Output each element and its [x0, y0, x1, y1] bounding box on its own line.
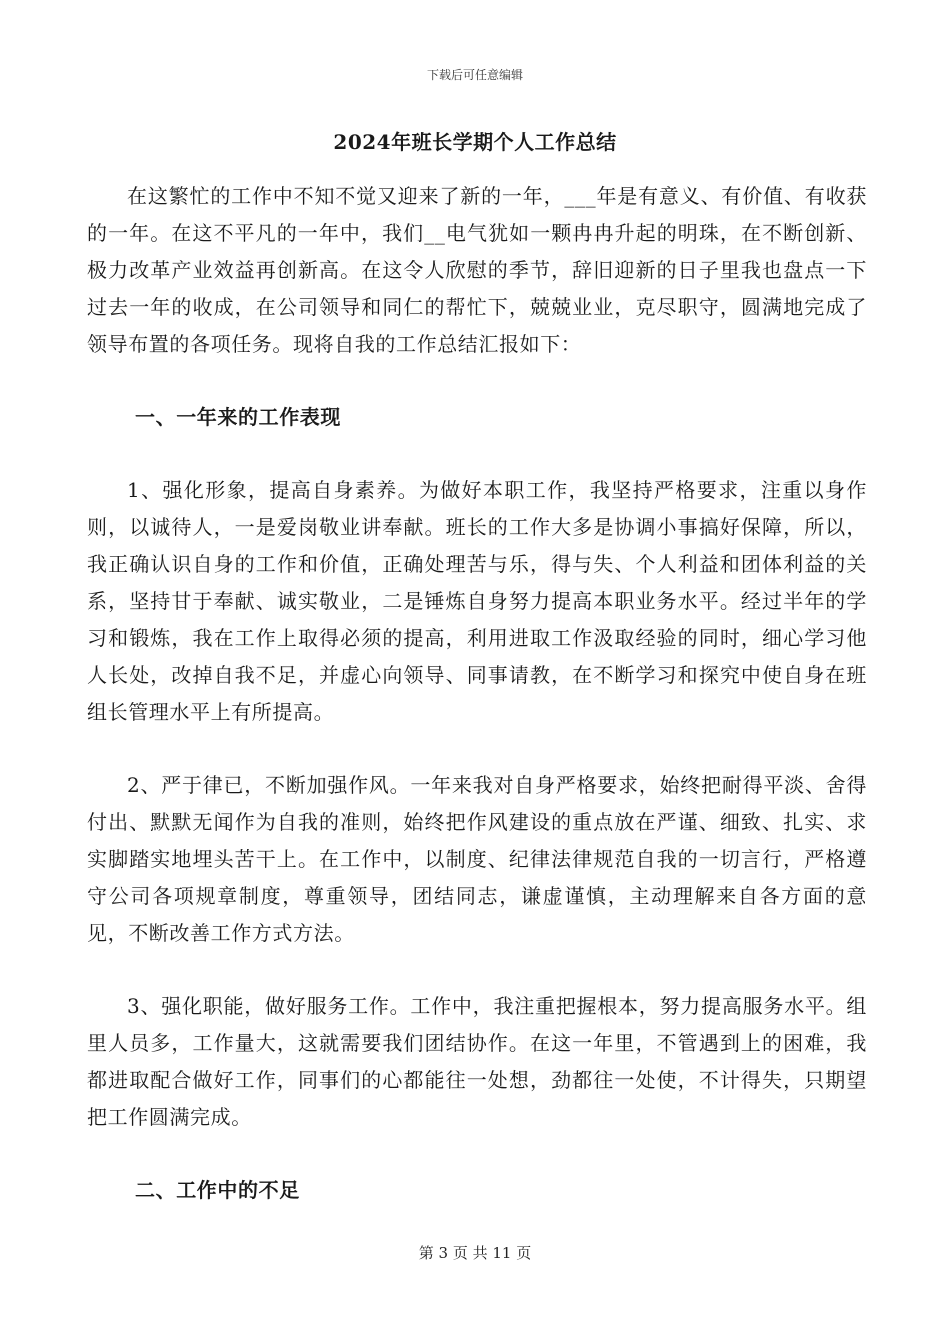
page-title: 2024年班长学期个人工作总结: [333, 130, 617, 154]
document-body: [87, 178, 867, 1245]
header-note: 下载后可任意编辑: [426, 68, 523, 82]
item-paragraph-1: 1、强化形象，提高自身素养。为做好本职工作，我坚持严格要求，注重以身作则，以诚待人，一是爱岗敬业讲奉献。班长的工作大多是协调小事搞好保障，所以，我正确认识自身的工作和价值，正确处理苦与乐，得与失、个人利益和团体利益的关系，坚持甘于奉献、诚实敬业，二是锤炼自身努力提高本职业务水平。经过半年的学习和锻炼，我在工作上取得必须的提高，利用进取工作汲取经验的同时，细心学习他人长处，改掉自我不足，并虚心向领导、同事请教，在不断学习和探究中使自身在班组长管理水平上有所提高。: [87, 478, 867, 724]
item-paragraph-3: 3、强化职能，做好服务工作。工作中，我注重把握根本，努力提高服务水平。组里人员多，工作量大，这就需要我们团结协作。在这一年里，不管遇到上的困难，我都进取配合做好工作，同事们的心都能往一处想，劲都往一处使，不计得失，只期望把工作圆满完成。: [87, 994, 867, 1129]
item-paragraph-2: 2、严于律已，不断加强作风。一年来我对自身严格要求，始终把耐得平淡、舍得付出、默默无闻作为自我的准则，始终把作风建设的重点放在严谨、细致、扎实、求实脚踏实地埋头苦干上。在工作中，以制度、纪律法律规范自我的一切言行，严格遵守公司各项规章制度，尊重领导，团结同志，谦虚谨慎，主动理解来自各方面的意见，不断改善工作方式方法。: [87, 773, 867, 945]
page-number-footer: 第 3 页 共 11 页: [418, 1244, 532, 1262]
section-heading-1: 一、一年来的工作表现: [135, 405, 341, 429]
intro-paragraph: 在这繁忙的工作中不知不觉又迎来了新的一年，___年是有意义、有价值、有收获的一年。在这不平凡的一年中，我们__电气犹如一颗冉冉升起的明珠，在不断创新、极力改革产业效益再创新高。在这令人欣慰的季节，辞旧迎新的日子里我也盘点一下过去一年的收成，在公司领导和同仁的帮忙下，兢兢业业，克尽职守，圆满地完成了领导布置的各项任务。现将自我的工作总结汇报如下：: [87, 184, 867, 356]
section-heading-2: 二、工作中的不足: [135, 1178, 300, 1202]
